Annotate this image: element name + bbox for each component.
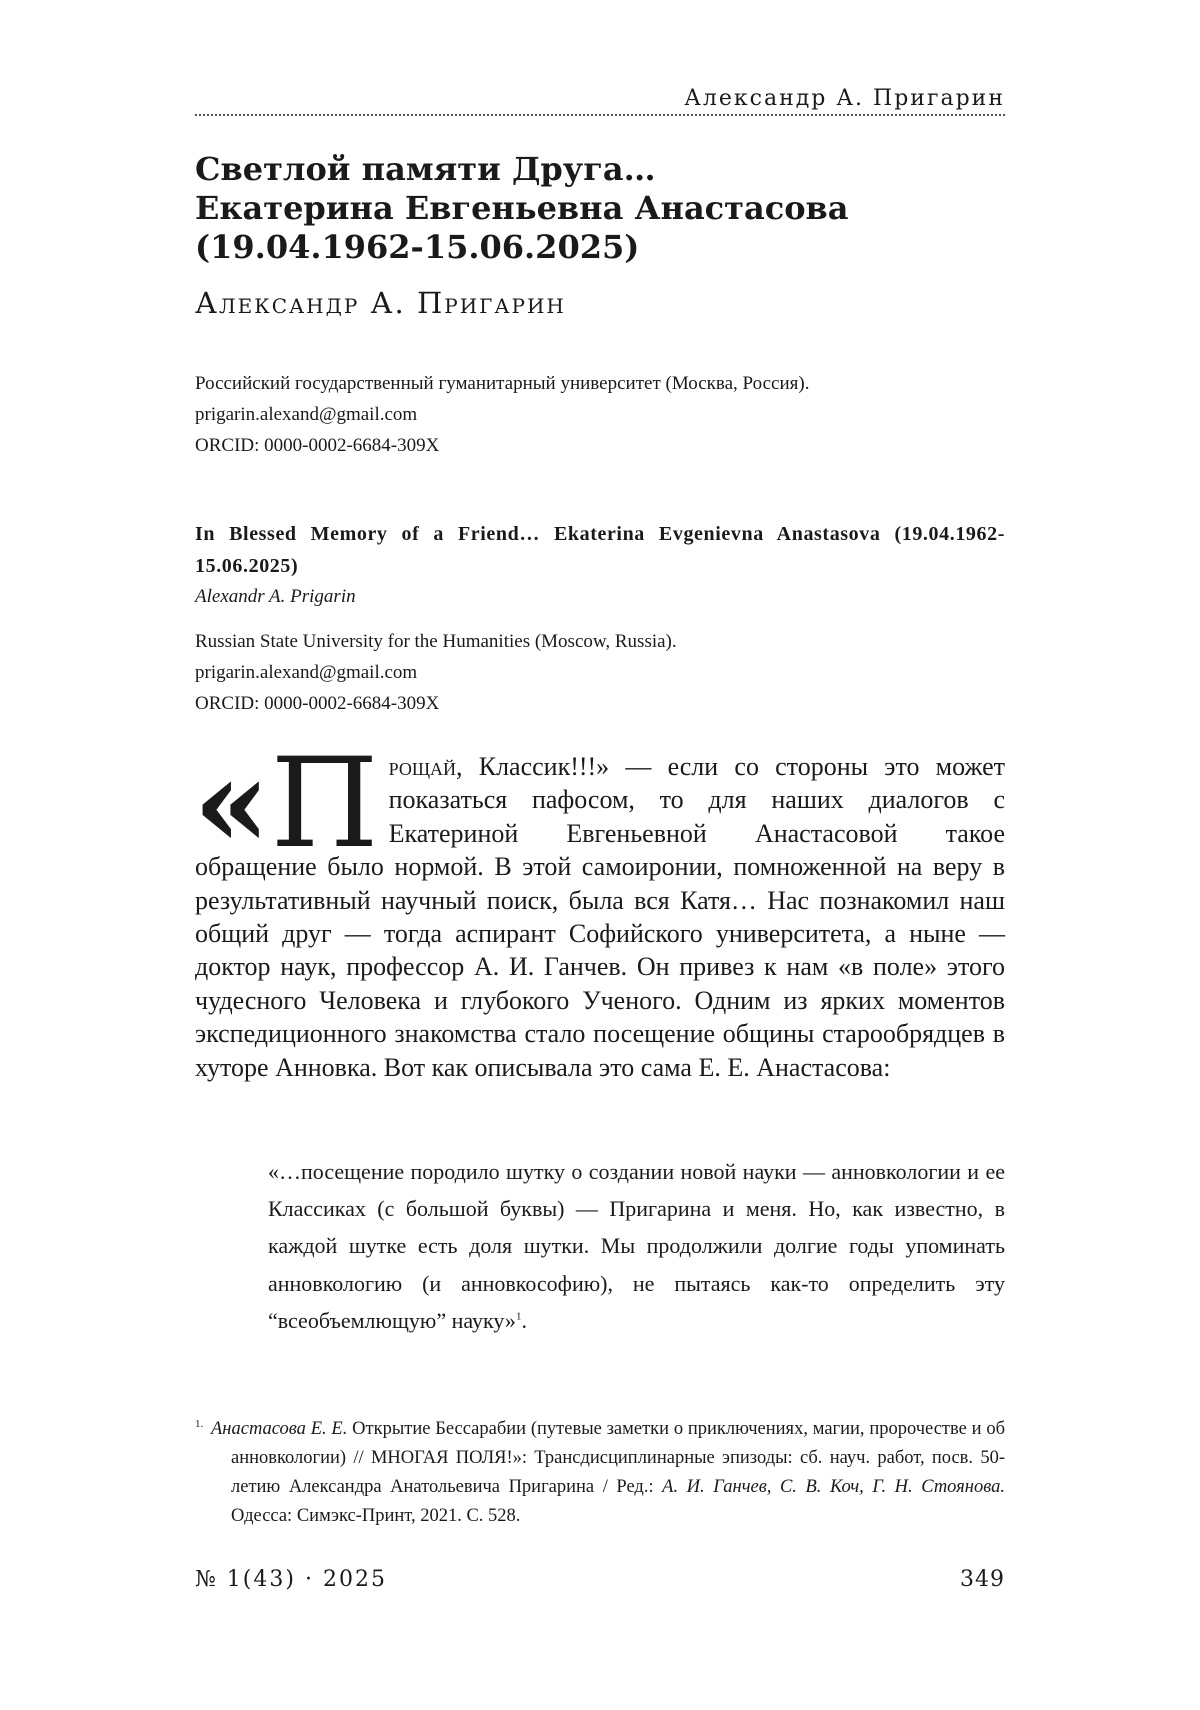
page-number: 349 xyxy=(960,1567,1005,1592)
footnote-editors: А. И. Ганчев, С. В. Коч, Г. Н. Стоянова. xyxy=(662,1477,1005,1497)
author-name: Александр А. Пригарин xyxy=(195,286,566,320)
footnote-text-2: Одесса: Симэкс-Принт, 2021. С. 528. xyxy=(231,1506,521,1526)
english-title: In Blessed Memory of a Friend… Ekaterina Evgenievna Anastasova (19.04.1962-15.06.2025) xyxy=(195,523,1005,577)
english-abstract-block xyxy=(195,518,1005,719)
footnote-text-1: Открытие Бессарабии (путевые заметки о приключениях, магии, пророчестве и об анновкологии) // МНОГАЯ ПОЛЯ!»: Трансдисциплинарные эпизоды: сб. науч. работ, посв. 50-летию Александра Анатольевича Пригарина / Ред.: xyxy=(231,1419,1005,1497)
block-quote xyxy=(268,1153,1005,1339)
affiliation-org: Российский государственный гуманитарный университет (Москва, Россия). xyxy=(195,373,810,394)
affiliation-orcid: ORCID: 0000-0002-6684-309X xyxy=(195,435,440,456)
footnote xyxy=(195,1415,1005,1531)
footnote-reference: 1 xyxy=(515,1310,522,1323)
drop-cap xyxy=(193,731,379,876)
issue-number: № 1(43) · 2025 xyxy=(195,1567,387,1592)
body-paragraph xyxy=(193,731,1005,1084)
quote-text: «…посещение породило шутку о создании новой науки — анновкологии и ее Классиках (с большой буквы) — Пригарина и меня. Но, как известно, в каждой шутке есть доля шутки. Мы продолжили долгие годы упоминать анновкологию (и анновкософию), не пытаясь как-то определить эту “всеобъемлющую” науку» xyxy=(268,1159,1005,1333)
quote-end: . xyxy=(521,1307,527,1333)
footnote-author: Анастасова Е. Е. xyxy=(211,1419,348,1439)
title-line-3: (19.04.1962-15.06.2025) xyxy=(195,228,640,266)
title-line-2: Екатерина Евгеньевна Анастасова xyxy=(195,189,849,227)
affiliation-email: prigarin.alexand@gmail.com xyxy=(195,404,418,425)
body-text: , Классик!!!» — если со стороны это может показаться пафосом, то для наших диалогов с Екатериной Евгеньевной Анастасовой такое обращение было нормой. В этой самоиронии, помноженной на веру в результативный научный поиск, была вся Катя… Нас познакомил наш общий друг — тогда аспирант Софийского университета, а ныне — доктор наук, профессор А. И. Ганчев. Он привез к нам «в поле» этого чудесного Человека и глубокого Ученого. Одним из ярких моментов экспедиционного знакомства стало посещение общины старообрядцев в хуторе Анновка. Вот как описывала это сама Е. Е. Анастасова: xyxy=(195,752,1005,1082)
english-affiliation xyxy=(195,626,1005,719)
drop-cap-letter: П xyxy=(270,732,379,876)
affiliation xyxy=(195,368,809,461)
english-org: Russian State University for the Humanities (Moscow, Russia). xyxy=(195,631,677,652)
first-word-rest: рощай xyxy=(388,752,457,781)
header-divider xyxy=(195,114,1005,116)
footnote-mark-number: 1. xyxy=(195,1417,204,1430)
drop-cap-quote: « xyxy=(193,731,271,876)
running-head: Александр А. Пригарин xyxy=(684,86,1005,111)
article-title xyxy=(195,150,1015,267)
footnote-mark xyxy=(195,1415,211,1444)
english-email: prigarin.alexand@gmail.com xyxy=(195,662,418,683)
title-line-1: Светлой памяти Друга… xyxy=(195,150,656,188)
english-author: Alexandr A. Prigarin xyxy=(195,586,356,607)
english-orcid: ORCID: 0000-0002-6684-309X xyxy=(195,693,440,714)
